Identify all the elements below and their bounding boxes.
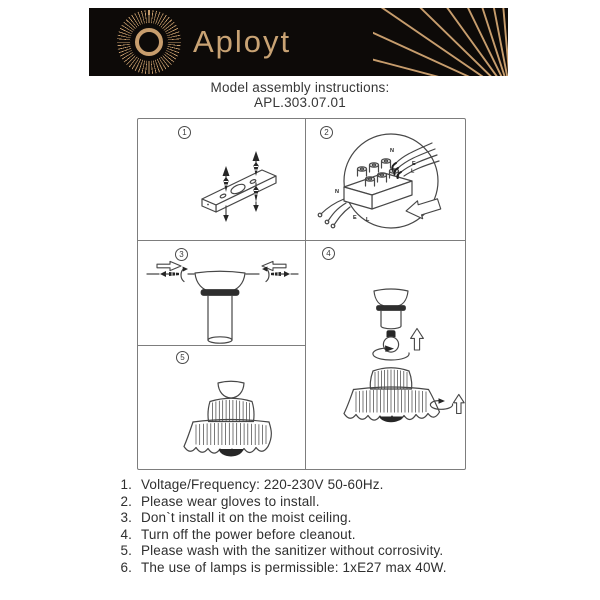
wire-label-l-out: L bbox=[366, 217, 370, 223]
brand-name: Aployt bbox=[193, 24, 292, 59]
item-text: Please wear gloves to install. bbox=[141, 493, 320, 509]
rays-decoration-icon bbox=[373, 8, 508, 76]
panel-step-4 bbox=[306, 241, 465, 469]
bracket-diagram bbox=[138, 119, 305, 240]
step-5-badge: 5 bbox=[176, 351, 189, 364]
step-1-badge: 1 bbox=[178, 126, 191, 139]
panel-step-5 bbox=[138, 346, 305, 469]
step-4-badge: 4 bbox=[322, 247, 335, 260]
bulb-shade-diagram bbox=[306, 241, 465, 469]
item-text: Don`t install it on the moist ceiling. bbox=[141, 510, 352, 525]
item-number: 5. bbox=[120, 543, 132, 558]
wire-label-n-out: N bbox=[335, 189, 339, 195]
item-text: Turn off the power before cleanout. bbox=[141, 526, 356, 542]
item-text: The use of lamps is permissible: 1xE27 max 40W. bbox=[141, 559, 447, 575]
wire-label-e-in: E bbox=[412, 161, 416, 167]
item-text: Please wash with the sanitizer without corrosivity. bbox=[141, 543, 444, 558]
item-number: 1. bbox=[120, 477, 132, 492]
instruction-item bbox=[112, 477, 447, 494]
step-2-badge: 2 bbox=[320, 126, 333, 139]
item-text: Voltage/Frequency: 220-230V 50-60Hz. bbox=[141, 477, 384, 492]
wire-label-n-in: N bbox=[390, 148, 394, 154]
model-number: APL.303.07.01 bbox=[254, 95, 346, 110]
instruction-item bbox=[112, 527, 447, 544]
panel-step-1 bbox=[138, 119, 305, 240]
panel-step-3 bbox=[138, 241, 305, 345]
instruction-item bbox=[112, 560, 447, 577]
instruction-item bbox=[112, 494, 447, 511]
panel-step-2 bbox=[306, 119, 465, 240]
title-block bbox=[0, 80, 600, 110]
brand-header bbox=[89, 8, 508, 76]
step-3-badge: 3 bbox=[175, 248, 188, 261]
instruction-item bbox=[112, 510, 447, 527]
instruction-list bbox=[112, 477, 447, 576]
canopy-fixing-diagram bbox=[138, 241, 305, 345]
item-number: 3. bbox=[120, 510, 132, 525]
sunburst-logo-icon bbox=[117, 10, 181, 74]
item-number: 2. bbox=[120, 493, 132, 509]
wire-label-e-out: E bbox=[353, 215, 357, 221]
page-title: Model assembly instructions: bbox=[210, 80, 390, 95]
wire-label-l-in: L bbox=[411, 168, 415, 175]
item-number: 4. bbox=[120, 526, 132, 542]
item-number: 6. bbox=[120, 559, 132, 575]
assembled-fixture-diagram bbox=[138, 346, 305, 469]
assembly-diagram bbox=[137, 118, 466, 470]
instruction-item bbox=[112, 543, 447, 560]
